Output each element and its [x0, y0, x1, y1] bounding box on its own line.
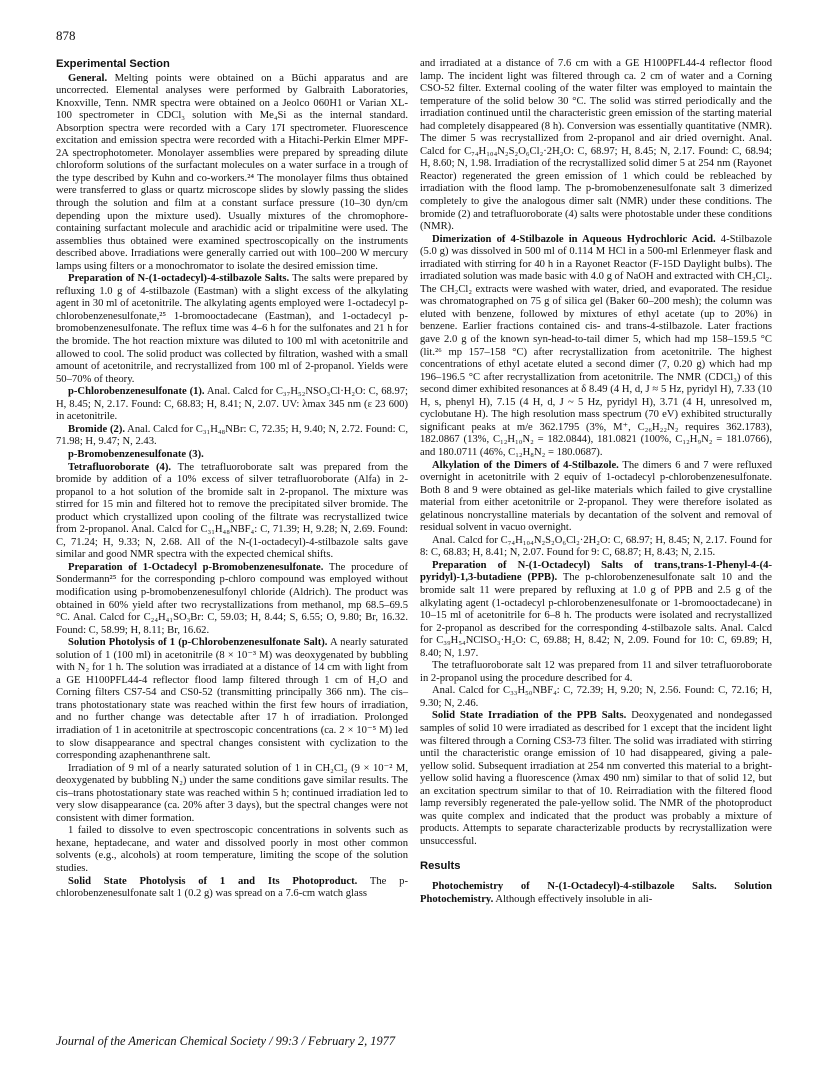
- paragraph: [56, 273, 408, 386]
- paragraph: [420, 460, 772, 535]
- paragraph: [56, 449, 408, 462]
- paragraph-head: Preparation of 1-Octadecyl p-Bromobenzenesulfonate.: [68, 561, 324, 573]
- paragraph: [56, 462, 408, 562]
- paragraph-text: 1 failed to dissolve to even spectroscopic concentrations in solvents such as hexane, heptadecane, and water and dissolved poorly in most other common solvents (e.g., alcohols) at room temperature, limiting the scope of the solution studies.: [56, 825, 408, 874]
- paragraph-text: A nearly saturated solution of 1 (100 ml) in acetonitrile (8 × 10⁻³ M) was deoxygenated by bubbling with N₂ for 1 h. The solution was irradiated at a distance of 14 cm with light from a GE H100PFL44-4 reflector flood lamp filtered through 1 cm of H₂O and Corning filters CS7-54 and CS0-52 (transmitting principally 366 nm). The cis–trans photostationary state was reached within the first few hours of irradiation, and no further change was detectable after 17 h of irradiation. Prolonged irradiation of 1 in acetonitrile at spectroscopic concentrations (ca. 2 × 10⁻⁵ M) led to slow disappearance and spectral changes consistent with cyclization to the corresponding azaphenanthrene salt.: [56, 637, 408, 762]
- page-number: 878: [56, 28, 76, 43]
- paragraph: [56, 73, 408, 274]
- section-title: Experimental Section: [56, 58, 170, 70]
- paragraph-text: The salts were prepared by refluxing 1.0 g of 4-stilbazole (Eastman) with a slight excess of the alkylating agent in 30 ml of acetonitrile. The alkylating agents employed were 1-octadecyl p-chlorobenzenesulfonate,²⁵ 1-bromooctadecane (Eastman), and 1-octadecyl p-bromobenzenesulfonate. The reflux time was 4–6 h for the sulfonates and 21 h for the bromide. The hot reaction mixture was diluted to 100 ml with acetonitrile and allowed to cool. The solid product was collected by filtration, washed with a small amount of acetonitrile, and recrystallized from 100 ml of 2-propanol. Yields were 50–70% of theory.: [56, 273, 408, 385]
- paragraph: [56, 825, 408, 875]
- paragraph-text: and irradiated at a distance of 7.6 cm with a GE H100PFL44-4 reflector flood lamp. The incident light was filtered through ca. 2 cm of water and a Corning CSO-52 filter. External cooling of the water filter was employed to maintain the temperature of the solid below 30 °C. The solid was stirred periodically and the irradiation continued until the characteristic green emission of the starting material had completely disappeared (8 h). Conversion was essentially quantitative (NMR). The dimer 5 was recrystallized from 2-propanol and air dried overnight. Anal. Calcd for C₇₄H₁₀₄N₂S₂O₆Cl₂·2H₂O: C, 68.97; H, 8.45; N, 2.17. Found: C, 68.94; H, 8.60; N, 1.98. Irradiation of the recrystallized solid dimer 5 at 254 nm (Rayonet Reactor) regenerated the green emission of 1 which could be rebleached by irradiation with the flood lamp. The p-bromobenzenesulfonate salt 3 dimerized completely to give the analogous dimer salt (NMR) under these conditions. The bromide (2) and tetrafluoroborate (4) salts were photostable under these conditions (NMR).: [420, 58, 772, 233]
- paragraph-head: Solution Photolysis of 1 (p-Chlorobenzenesulfonate Salt).: [68, 637, 328, 649]
- paragraph-text: Irradiation of 9 ml of a nearly saturated solution of 1 in CH₂Cl₂ (9 × 10⁻² M, deoxygenated by bubbling N₂) under the same conditions gave similar results. The cis–trans photostationary state was reached within 5 h; continued irradiation led to very slow disappearance (ca. 20% after 3 days), but the spectral changes were not consistent with dimer formation.: [56, 762, 408, 824]
- paragraph-text: Although effectively insoluble in ali-: [493, 893, 653, 905]
- paragraph-head: Solid State Photolysis of 1 and Its Photoproduct.: [68, 875, 358, 887]
- paragraph-head: Preparation of N-(1-Octadecyl) Salts of trans,trans-1-Phenyl-4-(4-pyridyl)-1,3-butadiene (PPB).: [420, 559, 772, 584]
- paragraph-head: General.: [68, 72, 108, 84]
- paragraph-head: Solid State Irradiation of the PPB Salts.: [432, 710, 627, 722]
- paragraph-head: Dimerization of 4-Stilbazole in Aqueous Hydrochloric Acid.: [432, 233, 716, 245]
- paragraph-text: Melting points were obtained on a Büchi apparatus and are uncorrected. Elemental analyses were performed by Galbraith Laboratories, Knoxville, Tenn. NMR spectra were obtained on a Jeolco 060H1 or Varian XL-100 spectrometer in CDCl₃ solution with Me₄Si as the internal standard. Absorption spectra were recorded with a Cary 17I spectrometer. Fluorescence excitation and emission spectra were recorded with a Hitachi-Perkin Elmer MPF-2A spectrophotometer. Monolayer assemblies were prepared by spreading dilute chloroform solutions of the surfactant molecules on a water surface in a trough of the type described by Kuhn and co-workers.²⁴ The monolayer films thus obtained were transferred to glass or quartz microscope slides by slowly passing the slides through the solution and film at a constant surface pressure (10–30 dyn/cm depending upon the mixture used). Usually mixtures of the chromophore-containing surfactant molecule and arachidic acid or tripalmitine were used. The assemblies thus obtained were examined spectroscopically on the instruments described above. Irradiations were generally carried out with 100–200 W mercury lamps using filters or a monochromator to isolate the desired emission time.: [56, 72, 408, 272]
- paragraph-head: Alkylation of the Dimers of 4-Stilbazole.: [432, 459, 619, 471]
- paragraph-head: Tetrafluoroborate (4).: [68, 461, 172, 473]
- paragraph-text: The tetrafluoroborate salt was prepared from the bromide by addition of a 10% excess of silver tetrafluoroborate (Alfa) in 2-propanol to a hot solution of the bromide salt in 2-propanol. The mixture was stirred for 15 min and filtered hot to remove the precipitated silver bromide. The product which crystallized upon cooling of the filtrate was recrystallized twice from 2-propanol. Anal. Calcd for C₃₁H₄₈NBF₄: C, 71.39; H, 9.28; N, 2.69. Found: C, 71.24; H, 9.33; N, 2.68. All of the N-(1-octadecyl)-4-stilbazole salts gave similar and good NMR spectra with the expected chemical shifts.: [56, 461, 408, 561]
- paragraph: [420, 710, 772, 848]
- paragraph: [56, 876, 408, 901]
- paragraph-text: The p-chlorobenzenesulfonate salt 10 and the bromide salt 11 were prepared by refluxing at 1.0 g of PPB and 2.5 g of the alkylating agent (1-octadecyl p-chlorobenzenesulfonate or 1-bromooctadecane) in 10–15 ml of acetonitrile for 6–8 h. The products were isolated and recrystallized for 2-propanol as described for the corresponding 4-stilbazole salts. Anal. Calcd for C₃₉H₅₄NClSO₃·H₂O: C, 69.88; H, 8.42; N, 2.09. Found for 10: C, 69.89; H, 8.40; N, 1.97.: [420, 572, 772, 659]
- paragraph: [420, 660, 772, 685]
- paragraph-head: Bromide (2).: [68, 423, 125, 435]
- paragraph-text: The p-chlorobenzenesulfonate salt 1 (0.2 g) was spread on a 7.6-cm watch glass: [56, 875, 408, 900]
- paragraph: [56, 386, 408, 424]
- paragraph: [56, 424, 408, 449]
- right-column: [420, 58, 772, 906]
- results-title: Results: [420, 860, 461, 873]
- paragraph: [420, 560, 772, 660]
- journal-footer: Journal of the American Chemical Society / 99:3 / February 2, 1977: [56, 1034, 396, 1048]
- paragraph: [420, 685, 772, 710]
- paragraph-head: p-Bromobenzenesulfonate (3).: [68, 448, 204, 460]
- paragraph-head: Photochemistry of N-(1-Octadecyl)-4-stilbazole Salts. Solution Photochemistry.: [420, 881, 772, 905]
- paragraph-head: Preparation of N-(1-octadecyl)-4-stilbazole Salts.: [68, 273, 290, 285]
- paragraph-text: Anal. Calcd for C₃₇H₅₂NSO₃Cl·H₂O: C, 68.97; H, 8.45; N, 2.17. Found: C, 68.83; H, 8.41; N, 2.07. UV: λmax 345 nm (ε 23 600) in acetonitrile.: [56, 386, 408, 423]
- paragraph-head: p-Chlorobenzenesulfonate (1).: [68, 386, 205, 398]
- paragraph-text: Deoxygenated and nondegassed samples of solid 10 were irradiated as described for 1 except that the incident light was filtered through a Corning CS3-73 filter. The solid was irradiated with stirring until the characteristic orange emission of 10 had disappeared, giving a pale-yellow solid. Subsequent irradiation at 254 nm converted this material to a bright-yellow solid having a fluorescence (λmax 490 nm) similar to that of solid 12, but an excitation spectrum similar to that of 10. Reirradiation with the filtered flood lamp reversibly regenerated the pale-yellow solid. The NMR of the photoproduct was quite complex and indicated that the product was probably a mixture of products. Attempts to separate characterizable products by recrystallization were unsuccessful.: [420, 710, 772, 847]
- paragraph-text: The procedure of Sondermann²⁵ for the corresponding p-chloro compound was employed without modification using p-bromobenzenesulfonyl chloride (Aldrich). The product was obtained in 60% yield after two recrystallizations from methanol, mp 68.5–69.5 °C. Anal. Calcd for C₂₄H₄₁SO₃Br: C, 59.03; H, 8.44; S, 6.55; O, 9.80; Br, 16.32. Found: C, 58.99; H, 8.11; Br, 16.62.: [56, 561, 408, 636]
- paragraph: [56, 562, 408, 637]
- paragraph-text: The dimers 6 and 7 were refluxed overnight in acetonitrile with 2 equiv of 1-octadecyl p-chlorobenzenesulfonate. Both 8 and 9 were obtained as gel-like materials which failed to give crystalline material from either acetonitrile or 2-propanol. They were therefore isolated as gelatinous noncrystalline materials by decantation of the solvent and removal of residual solvent in vacuo overnight.: [420, 459, 772, 534]
- paragraph-text: 4-Stilbazole (5.0 g) was dissolved in 500 ml of 0.114 M HCl in a 500-ml Erlenmeyer flask and irradiated with stirring for 40 h in a Rayonet Reactor (F-15D Daylight bulbs). The irradiated solution was made basic with 4.0 g of NaOH and extracted with CH₂Cl₂. The CH₂Cl₂ extracts were washed with water, dried, and evaporated. The residue was chromatographed on 75 g of silica gel (Baker 60–200 mesh); the column was eluted with benzene, followed by mixtures of ethyl acetate (up to 20%) in benzene. Earlier fractions contained cis- and trans-4-stilbazole. Later fractions gave 2.0 g of the known syn-head-to-tail dimer 5, which had mp 158–159.5 °C (lit.²⁶ mp 157–158 °C) after recrystallization from acetonitrile. The highest concentrations of ethyl acetate eluted a second dimer (7, 0.20 g) which had mp 196–196.5 °C after recrystallization from acetonitrile. The NMR (CDCl₃) of this second dimer exhibited resonances at δ 8.49 (4 H, d, J ≈ 5 Hz, pyridyl H), 7.33 (10 H, s, phenyl H), 7.15 (4 H, d, J ~ 5 Hz, pyridyl H), 3.71 (4 H, unresolved m, cyclobutane H). The high resolution mass spectrum (70 eV) exhibited structurally significant peaks at m/e 362.1795 (3%, M⁺, C₂₆H₂₂N₂ requires 362.1783), 182.0867 (13%, C₁₂H₁₀N₂ = 182.0844), 181.0821 (100%, C₁₂H₉N₂ = 181.0766), and 180.0711 (46%, C₁₂H₈N₂ = 180.0687).: [420, 233, 772, 458]
- paragraph-text: The tetrafluoroborate salt 12 was prepared from 11 and silver tetrafluoroborate in 2-propanol using the procedure described for 4.: [420, 660, 772, 684]
- paragraph-text: Anal. Calcd for C₃₁H₄₈NBr: C, 72.35; H, 9.40; N, 2.72. Found: C, 71.98; H, 9.47; N, 2.43.: [56, 423, 408, 448]
- left-column: [56, 58, 408, 901]
- paragraph-text: Anal. Calcd for C₇₄H₁₀₄N₂S₂O₆Cl₂·2H₂O: C, 68.97; H, 8.45; N, 2.17. Found for 8: C, 68.83; H, 8.41; N, 2.07. Found for 9: C, 68.87; H, 8.43; N, 2.15.: [420, 534, 772, 559]
- paragraph-text: Anal. Calcd for C₃₃H₅₀NBF₄: C, 72.39; H, 9.20; N, 2.56. Found: C, 72.16; H, 9.30; N, 2.46.: [420, 685, 772, 709]
- paragraph: [420, 234, 772, 460]
- paragraph: [420, 535, 772, 560]
- paragraph: [56, 763, 408, 826]
- paragraph: [420, 58, 772, 234]
- paragraph: [56, 637, 408, 762]
- paragraph: [420, 881, 772, 906]
